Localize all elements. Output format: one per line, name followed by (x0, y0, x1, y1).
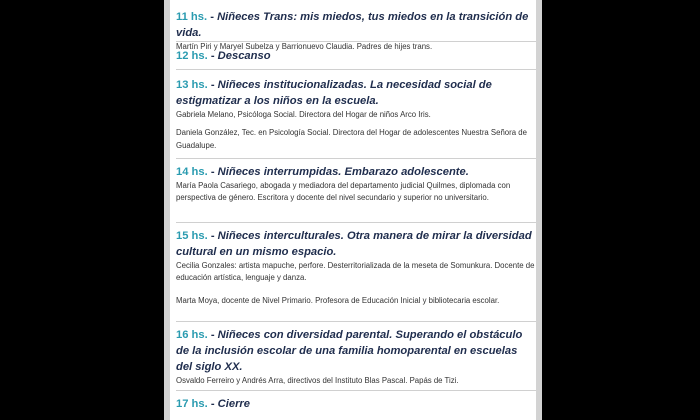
time-separator: - (207, 166, 218, 178)
time-separator: - (207, 11, 218, 23)
divider (176, 222, 536, 223)
session-heading: Niñeces Trans: mis miedos, tus miedos en la transición de vida. (176, 11, 529, 39)
program-page (164, 0, 542, 420)
time-separator: - (207, 79, 218, 91)
time-separator: - (207, 230, 218, 242)
session-title (176, 164, 536, 180)
session-speakers: Gabriela Melano, Psicóloga Social. Directora del Hogar de niños Arco Iris. (176, 110, 431, 119)
time-separator: - (207, 398, 218, 410)
session-speakers: Osvaldo Ferreiro y Andrés Arra, directivos del Instituto Blas Pascal. Papás de Tizi. (176, 376, 459, 385)
session-11 (176, 9, 536, 53)
time-separator: - (207, 329, 218, 341)
divider (176, 41, 536, 42)
session-heading: Descanso (217, 50, 271, 62)
session-heading: Cierre (217, 398, 251, 410)
divider (176, 158, 536, 159)
divider (176, 321, 536, 322)
session-time: 15 hs. (176, 230, 208, 242)
session-time: 12 hs. (176, 50, 208, 62)
session-heading: Niñeces institucionalizadas. La necesidad social de estigmatizar a los niños en la escuela. (176, 79, 492, 107)
time-separator: - (207, 50, 218, 62)
session-16 (176, 327, 536, 387)
session-title (176, 228, 536, 260)
session-12 (176, 48, 536, 64)
session-speakers: María Paola Casariego, abogada y mediadora del departamento judicial Quilmes, diplomada con perspectiva de género. Escritora y docente del nivel secundario y superior no universitario. (176, 181, 511, 203)
session-heading: Niñeces interrumpidas. Embarazo adolescente. (217, 166, 469, 178)
session-time: 16 hs. (176, 329, 208, 341)
session-title (176, 48, 536, 64)
session-title (176, 396, 536, 412)
session-title (176, 77, 536, 109)
session-time: 11 hs. (176, 11, 208, 23)
page-left-band (164, 0, 170, 420)
divider (176, 69, 536, 70)
divider (176, 390, 536, 391)
session-time: 13 hs. (176, 79, 208, 91)
session-speakers: Cecilia Gonzales: artista mapuche, perfore. Desterritorializada de la meseta de Somunkura. Docente de educación artística, lenguaje y danza. (176, 261, 535, 283)
session-17 (176, 396, 536, 412)
session-title (176, 9, 536, 41)
session-speakers: Daniela González, Tec. en Psicología Social. Directora del Hogar de adolescentes Nuestra Señora de Guadalupe. (176, 128, 527, 150)
page-right-band (536, 0, 542, 420)
session-title (176, 327, 536, 375)
session-heading: Niñeces con diversidad parental. Superando el obstáculo de la inclusión escolar de una familia homoparental en escuelas del siglo XX. (176, 329, 523, 373)
session-14 (176, 164, 536, 205)
session-heading: Niñeces interculturales. Otra manera de mirar la diversidad cultural en un mismo espacio. (176, 230, 532, 258)
session-speakers: Martín Piri y Maryel Subelza y Barrionuevo Claudia. Padres de hijes trans. (176, 42, 433, 51)
session-speakers: Marta Moya, docente de Nivel Primario. Profesora de Educación Inicial y bibliotecaria escolar. (176, 295, 500, 305)
session-time: 17 hs. (176, 398, 208, 410)
session-13 (176, 77, 536, 152)
session-time: 14 hs. (176, 166, 208, 178)
session-15 (176, 228, 536, 307)
